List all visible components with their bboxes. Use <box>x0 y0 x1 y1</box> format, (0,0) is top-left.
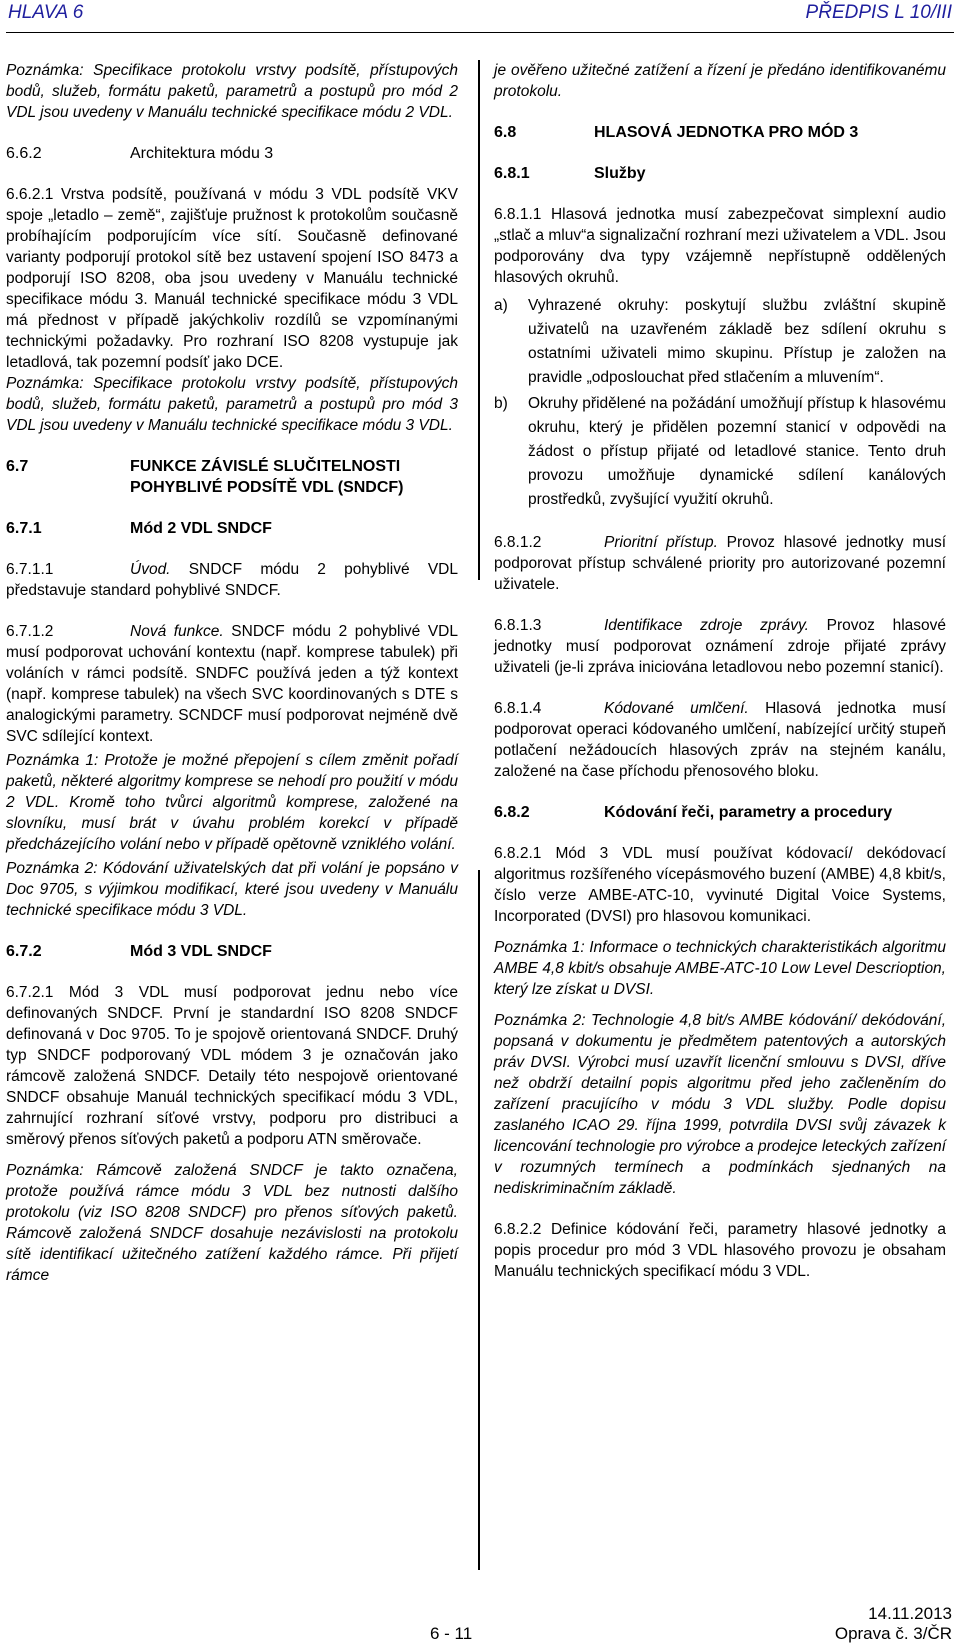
heading-6-8-2 <box>494 802 946 823</box>
note-frame-sndcf: Poznámka: Rámcově založená SNDCF je takto označena, protože používá rámce módu 3 VDL bez nutnosti dalšího protokolu (viz ISO 8208 SNDCF) pro přenos síťových paketů. Rámcově založená SNDCF dosahuje nezávislosti na protokolu sítě identifikací užitečného zatížení každého rámce. Při přijetí rámce <box>6 1162 458 1284</box>
list-item-label: a) <box>494 297 508 314</box>
left-column <box>6 60 458 1286</box>
para-number: 6.7.1.1 <box>6 561 54 578</box>
column-divider-top <box>478 60 480 580</box>
heading-title: FUNKCE ZÁVISLÉ SLUČITELNOSTI POHYBLIVÉ PODSÍTĚ VDL (SNDCF) <box>130 458 404 496</box>
heading-title: Mód 2 VDL SNDCF <box>130 520 272 537</box>
para-lead: Úvod. <box>130 561 171 578</box>
heading-6-7-1 <box>6 518 458 539</box>
heading-number: 6.8 <box>494 124 517 141</box>
heading-title: HLASOVÁ JEDNOTKA PRO MÓD 3 <box>594 124 859 141</box>
heading-6-8-1 <box>494 163 946 184</box>
heading-number: 6.7.1 <box>6 520 42 537</box>
regulation-label: PŘEDPIS L 10/III <box>805 2 952 23</box>
heading-number: 6.8.2 <box>494 804 530 821</box>
revision-date: 14.11.2013 <box>868 1604 952 1623</box>
para-lead: Nová funkce. <box>130 623 224 640</box>
para-6-7-1-2 <box>6 621 458 747</box>
note-mode3: Poznámka: Specifikace protokolu vrstvy podsítě, přístupových bodů, služeb, formátu paketů, parametrů a postupů pro mód 3 VDL jsou uvedeny v Manuálu technické specifikace módu 3 VDL. <box>6 375 458 434</box>
heading-6-7 <box>6 456 458 498</box>
list-item <box>494 294 946 390</box>
chapter-label: HLAVA 6 <box>8 2 84 23</box>
para-text: Provoz hlasové jednotky musí podporovat oznámení zdroje přijaté zprávy uživateli (je-li zpráva iniciována letadlovou nebo pozemní stanicí). <box>494 617 947 676</box>
list-item-label: b) <box>494 395 508 412</box>
column-divider-bottom <box>478 870 480 1570</box>
para-text: SNDCF módu 2 pohyblivé VDL představuje standard pohyblivé SNDCF. <box>6 561 458 599</box>
para-6-8-2-2: 6.8.2.2 Definice kódování řeči, parametry hlasové jednotky a popis procedur pro mód 3 VDL hlasového provozu je obsaham Manuálu technických specifikací módu 3 VDL. <box>494 1221 946 1280</box>
heading-title: Kódování řeči, parametry a procedury <box>604 804 893 821</box>
para-6-8-1-4 <box>494 698 946 782</box>
right-column <box>494 60 946 1282</box>
note-mode2: Poznámka: Specifikace protokolu vrstvy podsítě, přístupových bodů, služeb, formátu paketů, parametrů a postupů pro mód 2 VDL jsou uvedeny v Manuálu technické specifikace módu 2 VDL. <box>6 62 458 121</box>
para-number: 6.8.1.3 <box>494 617 542 634</box>
heading-6-6-2 <box>6 143 458 164</box>
para-6-8-1-3 <box>494 615 946 678</box>
note-ambe-info: Poznámka 1: Informace o technických charakteristikách algoritmu AMBE 4,8 kbit/s obsahuje AMBE-ATC-10 Low Level Descrioption, který lze získat u DVSI. <box>494 939 946 998</box>
page-number: 6 - 11 <box>430 1624 473 1643</box>
note-ambe-license: Poznámka 2: Technologie 4,8 bit/s AMBE kódování/ dekódování, popsaná v dokumentu je předmětem patentových a autorských práv DVSI. Výrobci musí uzavřít licenční smlouvu s DVSI, dříve než obdrží detailní popis algoritmu před jeho začleněním do zařízení pracujícího v módu 3 VDL služby. Podle dopisu zaslaného ICAO 29. října 1999, potvrdila DVSI svůj závazek k licencování technologie pro výrobce a prodejce leteckých zařízení v rozumných termínech a podmínkách sjednaných na nediskriminačním základě. <box>494 1012 946 1197</box>
heading-number: 6.6.2 <box>6 145 42 162</box>
page-header <box>0 0 960 34</box>
heading-number: 6.8.1 <box>494 165 530 182</box>
header-rule <box>6 32 954 33</box>
revision-info <box>835 1604 952 1644</box>
list-item-text: Vyhrazené okruhy: poskytují službu zvláštní skupině uživatelů na uzavřeném základě bez sdílení okruhu s ostatními uživateli mimo skupinu. Přístup je založen na pravidle „odposlouchat před stlačením a mluvením“. <box>528 297 946 386</box>
para-6-7-1-1 <box>6 559 458 601</box>
heading-number: 6.7.2 <box>6 943 42 960</box>
continuation-text: je ověřeno užitečné zatížení a řízení je předáno identifikovanému protokolu. <box>494 62 946 100</box>
para-6-8-1-2 <box>494 532 946 595</box>
para-number: 6.8.1.4 <box>494 700 542 717</box>
list-item-text: Okruhy přidělené na požádání umožňují přístup k hlasovému okruhu, který je přidělen pozemní stanicí v odpovědi na žádost o přístup přijaté od letadlové stanice. Tento druh provozu umožňuje dynamické sdílení kanálových prostředků, zvyšující využití okruhů. <box>528 395 946 508</box>
revision-label: Oprava č. 3/ČR <box>834 1624 952 1643</box>
heading-6-8 <box>494 122 946 143</box>
para-6-8-2-1: 6.8.2.1 Mód 3 VDL musí používat kódovací/ dekódovací algoritmus rozšířeného vícepásmového buzení (AMBE) 4,8 kbit/s, číslo verze AMBE-ATC-10, vyvinuté Digital Voice Systems, Incorporated (DVSI) pro hlasovou komunikaci. <box>494 845 946 925</box>
list-item <box>494 392 946 512</box>
note-user-data: Poznámka 2: Kódování uživatelských dat při volání je popsáno v Doc 9705, s výjimkou modifikací, které jsou uvedeny v Manuálu technické specifikace módu 3 VDL. <box>6 860 458 919</box>
circuit-types-list <box>494 294 946 512</box>
para-text: SNDCF módu 2 pohyblivé VDL musí podporovat uchování kontextu (např. komprese tabulek) při voláních v rámci podsítě. SNDFC používá jeden a týž kontext (např. komprese tabulek) na všech SVC koordinovaných s DTE s analogickými parametry. SCNDCF musí podporovat nejméně dvě SVC sdílející kontext. <box>6 623 458 745</box>
heading-number: 6.7 <box>6 458 29 475</box>
para-text: Hlasová jednotka musí podporovat operaci kódovaného umlčení, nabízející určitý stupeň potlačení nežádoucích hlasových zpráv na stejném kanálu, založené na čase příchodu přenosového bloku. <box>494 700 946 780</box>
para-6-8-1-1: 6.8.1.1 Hlasová jednotka musí zabezpečovat simplexní audio „stlač a mluv“a signalizační rozhraní mezi uživatelem a VDL. Jsou podporovány dva typy vzájemně nepřístupně oddělených hlasových okruhů. <box>494 206 946 286</box>
para-lead: Prioritní přístup. <box>604 534 718 551</box>
heading-title: Mód 3 VDL SNDCF <box>130 943 272 960</box>
heading-6-7-2 <box>6 941 458 962</box>
para-6-6-2-1: 6.6.2.1 Vrstva podsítě, používaná v módu 3 VDL podsítě VKV spoje „letadlo – země“, zajišťuje pružnost k protokolům současně probíhajícím podporujícím více sítí. Současně definované varianty podporují protokol sítě bez ustavení spojení ISO 8473 a podporují ISO 8208, oba jsou uvedeny v Manuálu technické specifikace módu 3. Manuál technické specifikace módu 3 VDL má přednost v případě jakýchkoliv rozdílů se vzpomínanými technickými požadavky. Pro rozhraní ISO 8208 vystupuje jak letadlová, tak pozemní podsíť jako DCE. <box>6 186 458 371</box>
page-footer <box>0 1600 960 1647</box>
para-number: 6.7.1.2 <box>6 623 54 640</box>
note-compression: Poznámka 1: Protože je možné přepojení s cílem změnit pořadí paketů, některé algoritmy komprese se nehodí pro použití v módu 2 VDL. Kromě toho tvůrci algoritmů komprese, založené na slovníku, musí brát v úvahu problém korekcí v případě předcházejícího volání nebo v případě opětovně vzniklého volání. <box>6 752 458 853</box>
para-number: 6.8.1.2 <box>494 534 542 551</box>
heading-title: Služby <box>594 165 646 182</box>
para-text: Provoz hlasové jednotky musí podporovat přístup schválené priority pro autorizované pozemní uživatele. <box>494 534 947 593</box>
para-lead: Identifikace zdroje zprávy. <box>604 617 809 634</box>
para-lead: Kódované umlčení. <box>604 700 749 717</box>
heading-title: Architektura módu 3 <box>130 145 274 162</box>
para-6-7-2-1: 6.7.2.1 Mód 3 VDL musí podporovat jednu nebo více definovaných SNDCF. První je standardní ISO 8208 SNDCF definovaná v Doc 9705. To je spojově orientovaná SNDCF. Druhý typ SNDCF podporovaný VDL módem 3 je označován jako rámcově založená SNDCF. Detaily této nespojově orientované SNDCF obsahuje Manuál technických specifikací módu 3 VDL, zahrnující rozhraní síťové vrstvy, podporu pro distribuci a směrový přenos síťových paketů a podporu ATN směrovače. <box>6 984 458 1148</box>
